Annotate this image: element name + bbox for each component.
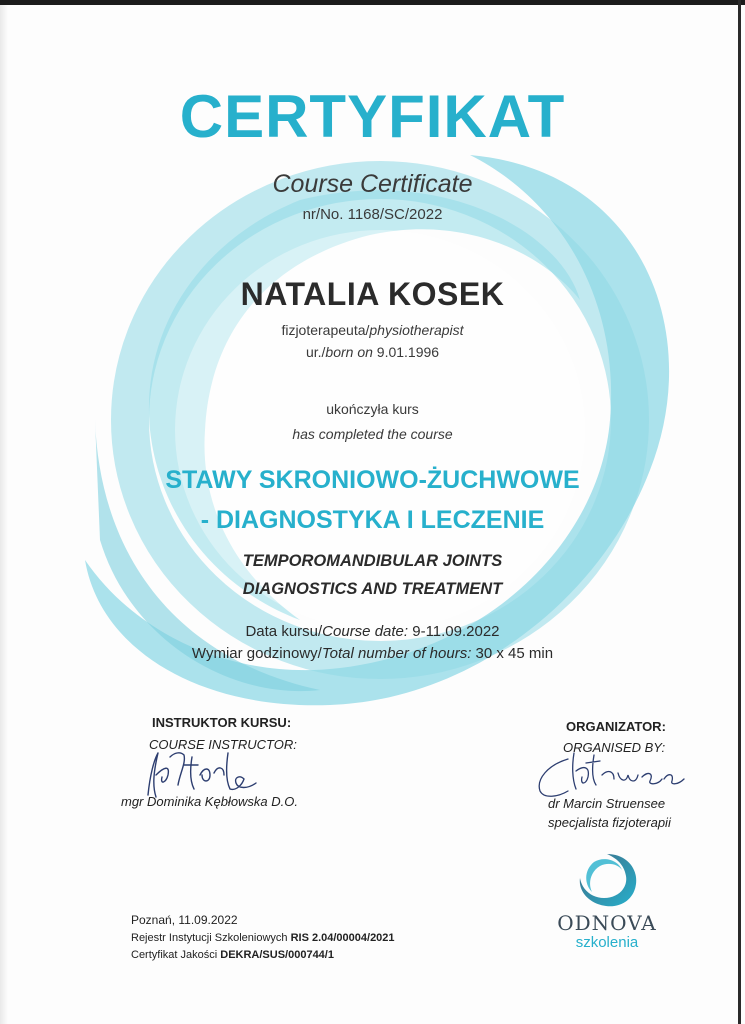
completed-text-en: has completed the course: [292, 426, 453, 442]
course-title-pl-line2: - DIAGNOSTYKA I LECZENIE: [200, 506, 545, 534]
course-title-en-line2: DIAGNOSTICS AND TREATMENT: [242, 580, 503, 598]
course-hours: [0, 645, 745, 662]
certificate-subtitle: Course Certificate: [272, 170, 473, 198]
instructor-heading-en: COURSE INSTRUCTOR:: [149, 737, 297, 752]
course-title-pl-line1: STAWY SKRONIOWO-ŻUCHWOWE: [165, 466, 580, 494]
organizer-title: specjalista fizjoterapii: [548, 815, 671, 830]
hours-value: 30 x 45 min: [471, 645, 554, 662]
registry-value: RIS 2.04/00004/2021: [290, 932, 395, 944]
registry-label: Rejestr Instytucji Szkoleniowych: [131, 932, 291, 944]
born-en: born on: [325, 344, 373, 360]
recipient-name: NATALIA KOSEK: [240, 276, 505, 312]
organizer-name: dr Marcin Struensee: [548, 796, 666, 811]
certificate-number: nr/No. 1168/SC/2022: [302, 206, 443, 223]
odnova-logo-subtext: szkolenia: [575, 934, 639, 951]
date-value: 9-11.09.2022: [408, 623, 500, 640]
odnova-logo-text: ODNOVA: [557, 911, 657, 935]
instructor-heading: INSTRUKTOR KURSU:: [152, 715, 292, 730]
organizer-heading: ORGANIZATOR:: [566, 719, 666, 734]
profession-en: physiotherapist: [369, 322, 464, 338]
footer-place-date: Poznań, 11.09.2022: [131, 913, 238, 927]
recipient-profession: [0, 322, 745, 338]
course-title-en-line1: TEMPOROMANDIBULAR JOINTS: [242, 552, 503, 570]
profession-pl: fizjoterapeuta/: [281, 322, 370, 338]
organizer-heading-en: ORGANISED BY:: [563, 740, 666, 755]
hours-label-en: Total number of hours:: [321, 645, 472, 662]
date-label-pl: Data kursu/: [245, 623, 323, 640]
course-date: [0, 623, 745, 640]
recipient-birthdate: [0, 344, 745, 360]
born-prefix: ur./: [305, 344, 326, 360]
footer-registry: [131, 932, 395, 944]
instructor-name: mgr Dominika Kębłowska D.O.: [121, 794, 298, 809]
hours-label-pl: Wymiar godzinowy/: [191, 645, 322, 662]
certificate-title: CERTYFIKAT: [179, 83, 566, 150]
quality-label: Certyfikat Jakości: [131, 949, 221, 961]
quality-value: DEKRA/SUS/000744/1: [220, 949, 334, 961]
footer-quality: [131, 949, 334, 961]
date-label-en: Course date:: [322, 623, 409, 640]
completed-text-pl: ukończyła kurs: [326, 401, 419, 417]
born-date: 9.01.1996: [372, 344, 440, 360]
odnova-logo-icon: [572, 850, 642, 910]
